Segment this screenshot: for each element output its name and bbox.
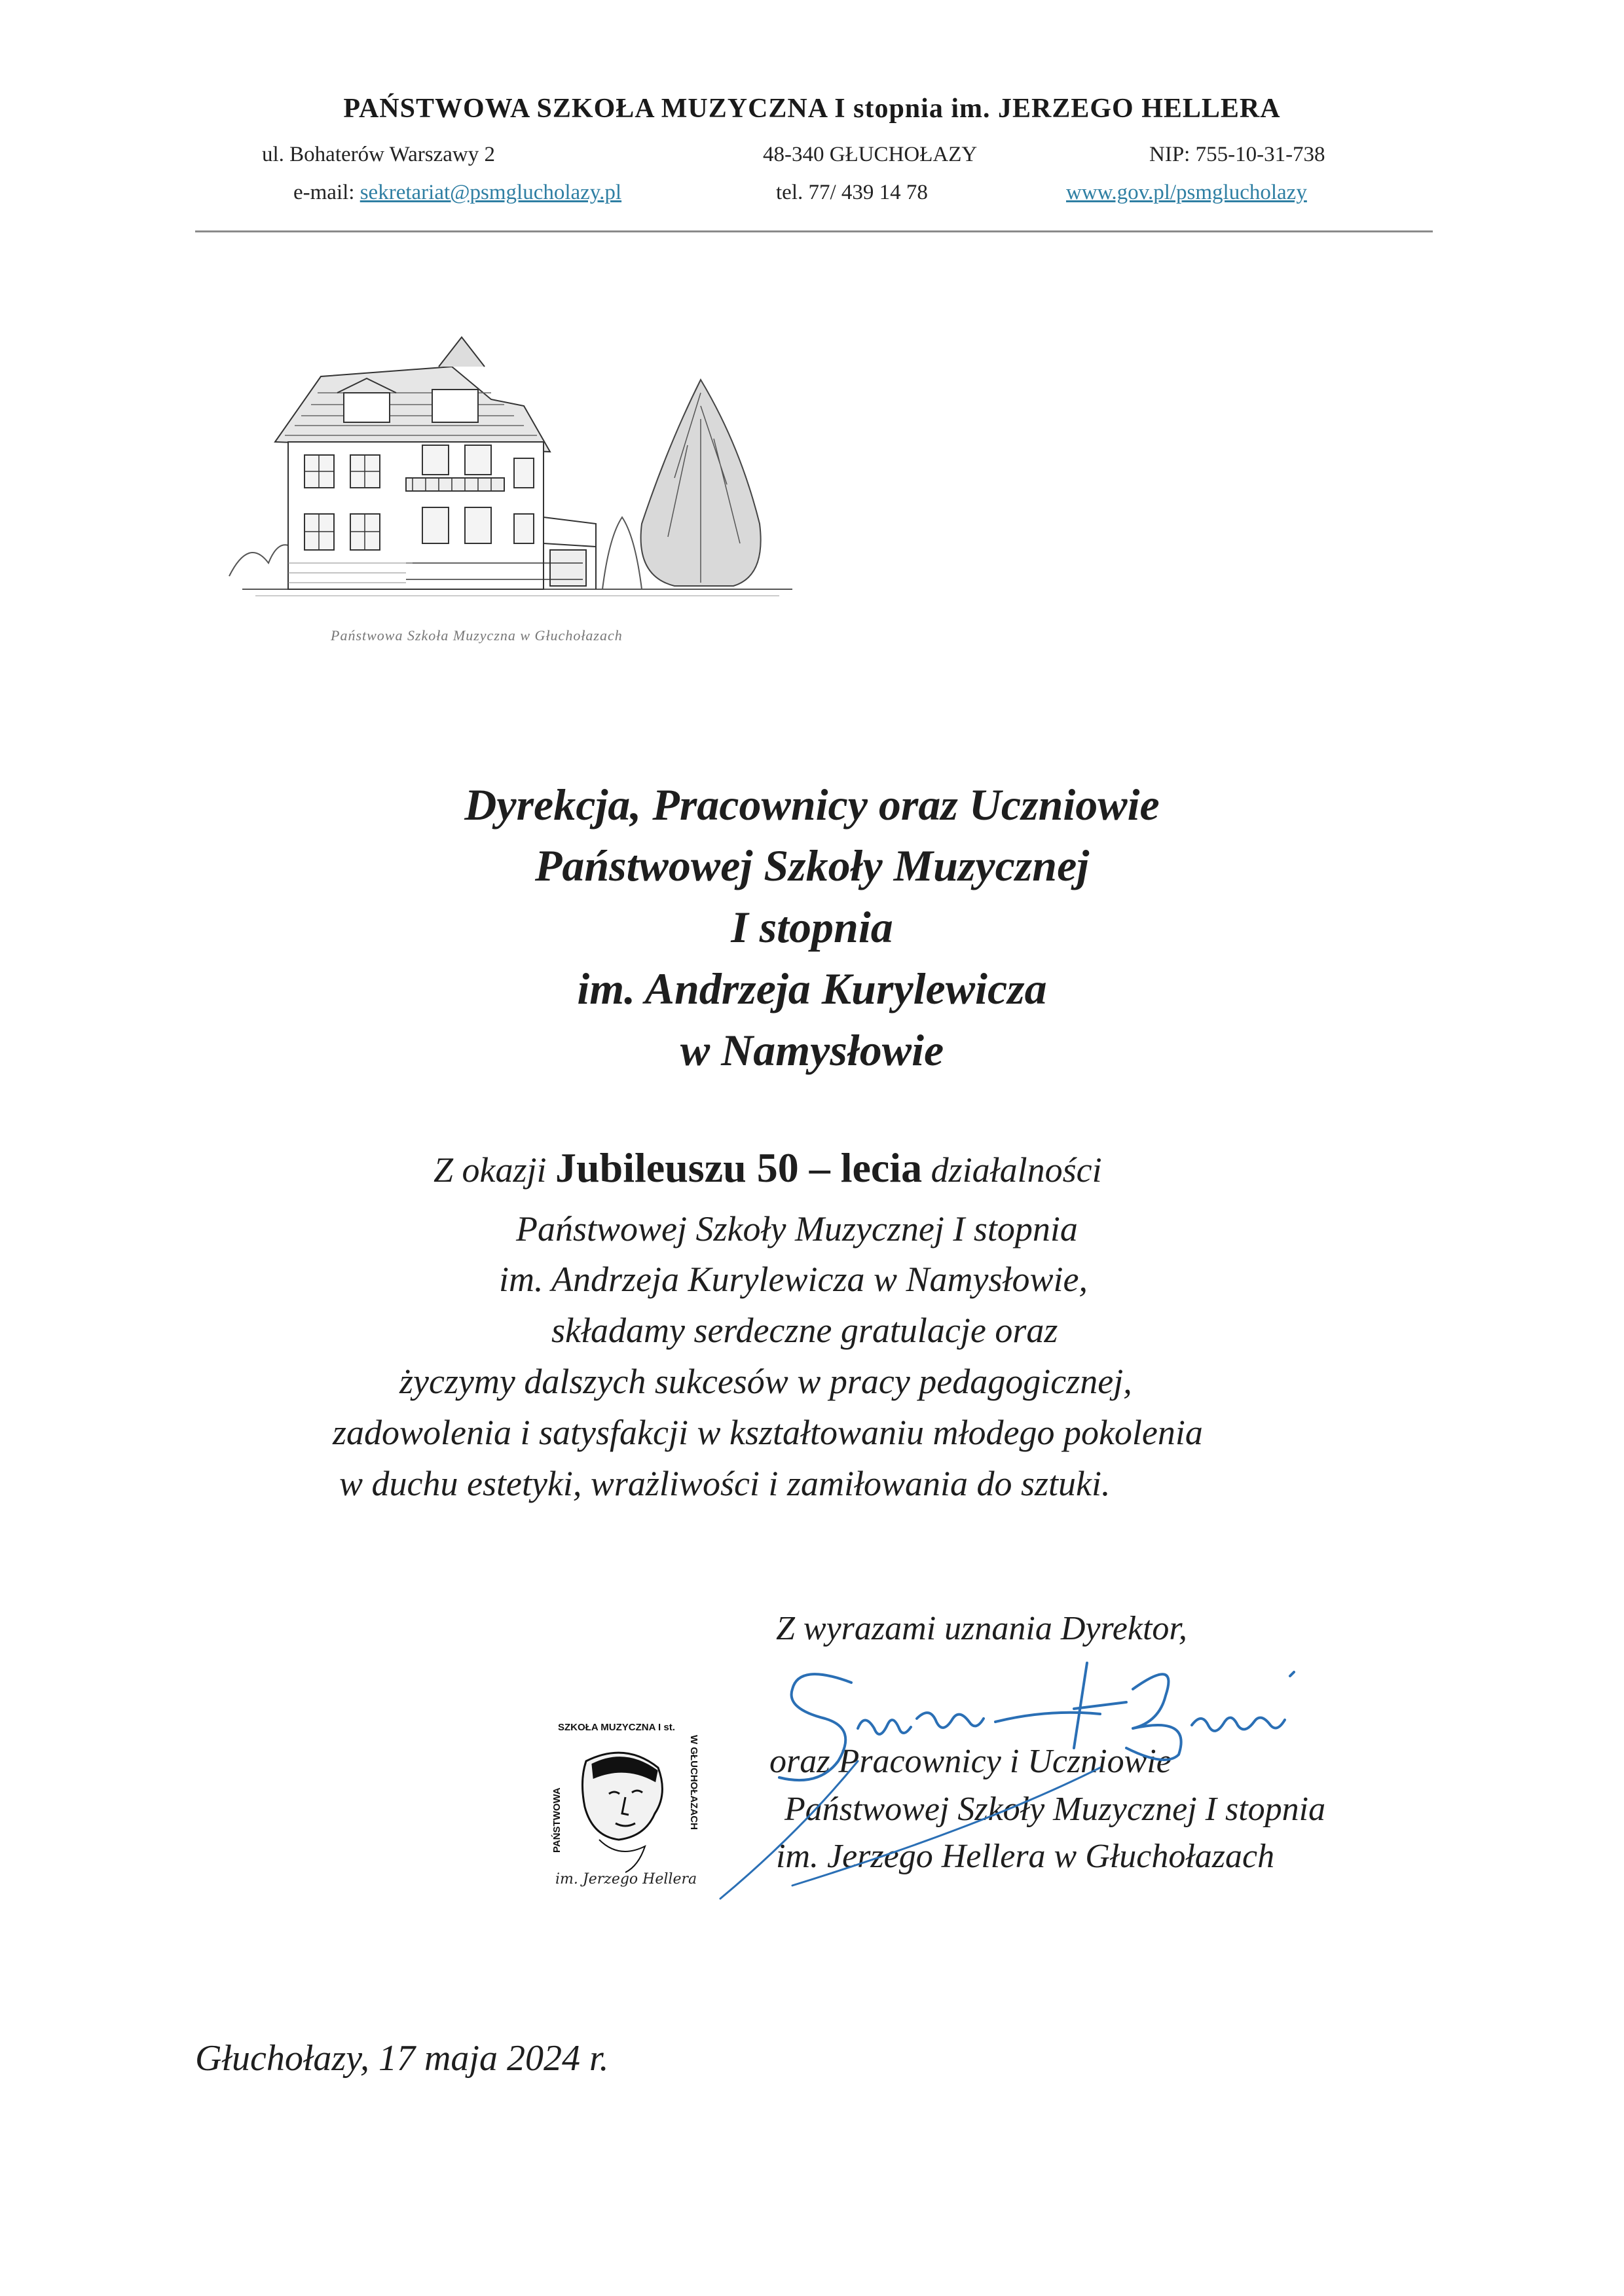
letterhead-school-name: PAŃSTWOWA SZKOŁA MUZYCZNA I stopnia im. JERZEGO HELLERA bbox=[343, 94, 1281, 124]
heading-line-5: w Namysłowie bbox=[680, 1025, 944, 1075]
heading-line-4: im. Andrzeja Kurylewicza bbox=[577, 964, 1047, 1013]
body-line-2: Państwowej Szkoły Muzycznej I stopnia bbox=[516, 1209, 1078, 1248]
body-line-6: zadowolenia i satysfakcji w kształtowaniu młodego pokolenia bbox=[333, 1413, 1203, 1452]
heading-line-1: Dyrekcja, Pracownicy oraz Uczniowie bbox=[464, 780, 1160, 829]
closing-line-3: Państwowej Szkoły Muzycznej I stopnia bbox=[784, 1791, 1326, 1828]
letterhead-postal: 48-340 GŁUCHOŁAZY bbox=[763, 143, 978, 166]
body-line-5: życzymy dalszych sukcesów w pracy pedagogicznej, bbox=[399, 1362, 1132, 1401]
email-link[interactable]: sekretariat@psmglucholazy.pl bbox=[360, 181, 622, 204]
body-line-7: w duchu estetyki, wrażliwości i zamiłowania do sztuki. bbox=[339, 1464, 1111, 1503]
illustration-caption: Państwowa Szkoła Muzyczna w Głuchołazach bbox=[331, 627, 623, 644]
heading-line-2: Państwowej Szkoły Muzycznej bbox=[534, 841, 1090, 890]
heading-line-3: I stopnia bbox=[731, 902, 893, 952]
school-building-illustration bbox=[216, 327, 805, 615]
body-line-4: składamy serdeczne gratulacje oraz bbox=[551, 1311, 1058, 1350]
body-line-1-pre: Z okazji bbox=[434, 1150, 547, 1190]
jubilee-highlight: Jubileuszu 50 – lecia bbox=[555, 1144, 923, 1191]
website-link[interactable]: www.gov.pl/psmglucholazy bbox=[1066, 181, 1307, 204]
closing-line-1: Z wyrazami uznania Dyrektor, bbox=[776, 1610, 1187, 1647]
stamp-right-text: W GŁUCHOŁAZACH bbox=[688, 1735, 699, 1830]
director-signature bbox=[707, 1637, 1375, 1912]
letterhead-divider bbox=[195, 230, 1433, 232]
school-stamp bbox=[547, 1715, 704, 1886]
closing-line-2: oraz Pracownicy i Uczniowie bbox=[769, 1743, 1172, 1780]
email-label: e-mail: bbox=[293, 181, 355, 204]
closing-line-4: im. Jerzego Hellera w Głuchołazach bbox=[776, 1838, 1275, 1875]
body-line-1 bbox=[434, 1144, 1102, 1191]
letterhead-email-row bbox=[293, 181, 621, 205]
letterhead-phone: tel. 77/ 439 14 78 bbox=[776, 181, 928, 204]
letterhead-street: ul. Bohaterów Warszawy 2 bbox=[262, 143, 495, 166]
stamp-handwritten-text: im. Jerzego Hellera bbox=[555, 1871, 697, 1887]
body-line-1-post: działalności bbox=[931, 1150, 1102, 1190]
stamp-left-text: PAŃSTWOWA bbox=[551, 1787, 563, 1853]
letterhead-nip: NIP: 755-10-31-738 bbox=[1149, 143, 1325, 166]
stamp-top-text: SZKOŁA MUZYCZNA I st. bbox=[558, 1722, 675, 1733]
body-line-3: im. Andrzeja Kurylewicza w Namysłowie, bbox=[499, 1260, 1088, 1299]
date-place: Głuchołazy, 17 maja 2024 r. bbox=[195, 2038, 609, 2079]
